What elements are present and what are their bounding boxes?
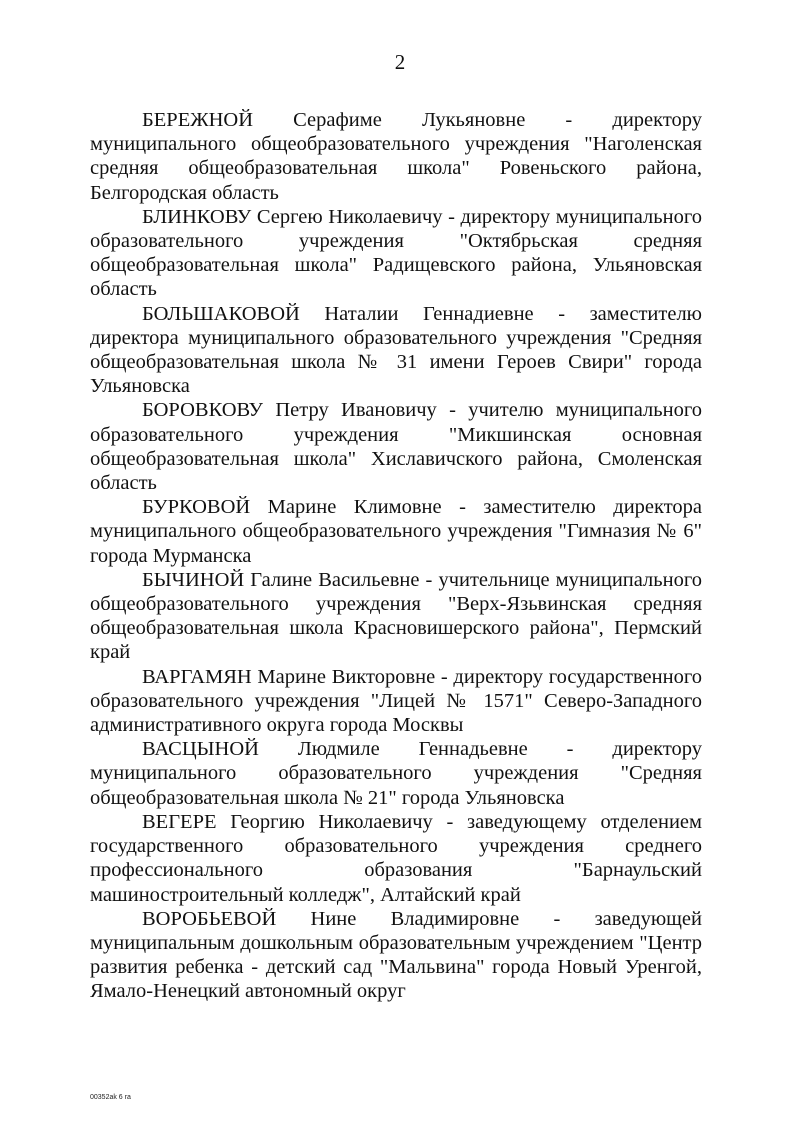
document-code-footer: 00352ak 6 ra xyxy=(90,1094,131,1101)
recipient-entry: БЕРЕЖНОЙ Серафиме Лукьяновне - директору муниципального общеобразовательного учреждения "Наголенская средняя общеобразовательная школа" Ровеньского района, Белгородская область xyxy=(90,109,702,204)
page-number: 2 xyxy=(394,50,406,74)
recipient-entry: БУРКОВОЙ Марине Климовне - заместителю директора муниципального общеобразовательного учреждения "Гимназия № 6" города Мурманска xyxy=(90,496,702,567)
recipient-entry: ВЕГЕРЕ Георгию Николаевичу - заведующему отделением государственного образовательного учреждения среднего профессионального образования "Барнаульский машиностроительный колледж", Алтайский край xyxy=(90,810,702,906)
award-recipient-list xyxy=(90,108,702,1004)
recipient-entry: БЛИНКОВУ Сергею Николаевичу - директору муниципального образовательного учреждения "Октябрьская средняя общеобразовательная школа" Радищевского района, Ульяновская область xyxy=(90,205,702,301)
recipient-entry: БОЛЬШАКОВОЙ Наталии Геннадиевне - заместителю директора муниципального образовательного учреждения "Средняя общеобразовательная школа № 31 имени Героев Свири" города Ульяновска xyxy=(90,302,702,398)
recipient-entry: БЫЧИНОЙ Галине Васильевне - учительнице муниципального общеобразовательного учреждения "Верх-Язьвинская средняя общеобразовательная школа Красновишерского района", Пермский край xyxy=(90,568,702,664)
recipient-entry: ВАСЦЫНОЙ Людмиле Геннадьевне - директору муниципального образовательного учреждения "Средняя общеобразовательная школа № 21" города Ульяновска xyxy=(90,738,702,809)
recipient-entry: ВАРГАМЯН Марине Викторовне - директору государственного образовательного учреждения "Лицей № 1571" Северо-Западного административного округа города Москвы xyxy=(90,665,702,737)
recipient-entry: БОРОВКОВУ Петру Ивановичу - учителю муниципального образовательного учреждения "Микшинская основная общеобразовательная школа" Хиславичского района, Смоленская область xyxy=(90,399,702,495)
recipient-entry: ВОРОБЬЕВОЙ Нине Владимировне - заведующей муниципальным дошкольным образовательным учреждением "Центр развития ребенка - детский сад "Мальвина" города Новый Уренгой, Ямало-Ненецкий автономный округ xyxy=(90,907,702,1003)
